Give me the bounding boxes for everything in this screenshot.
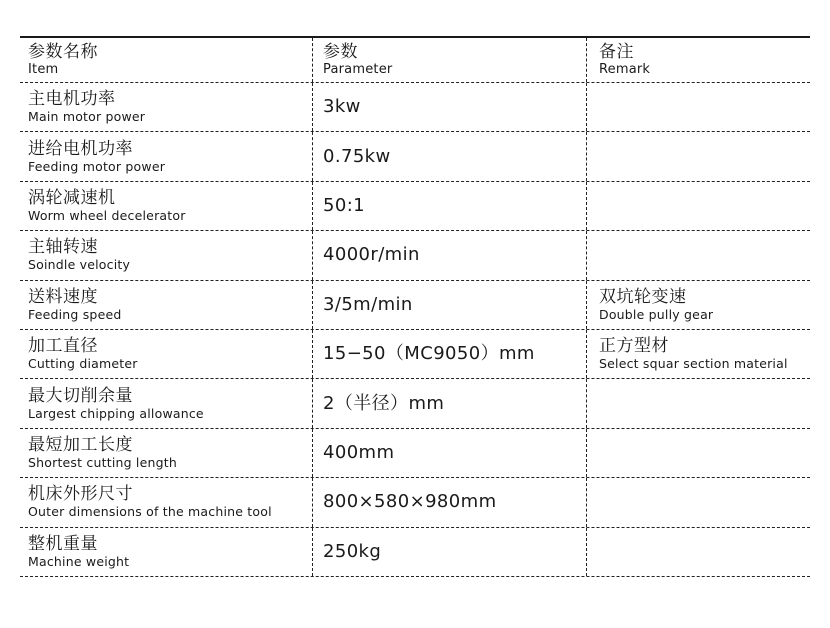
- parameter-value: 3/5m/min: [323, 293, 413, 315]
- spec-table: [20, 36, 810, 577]
- table-row: [20, 83, 810, 132]
- item-name-en: Feeding speed: [28, 306, 122, 322]
- item-name-en: Feeding motor power: [28, 158, 166, 174]
- item-cell: [20, 182, 312, 230]
- parameter-value: 400mm: [323, 441, 395, 463]
- item-name-en: Soindle velocity: [28, 257, 131, 273]
- table-row: [20, 429, 810, 478]
- remark-zh: 双坑轮变速: [599, 286, 687, 307]
- item-name-zh: 加工直径: [28, 336, 98, 357]
- item-cell: [20, 478, 312, 526]
- header-remark-zh: 备注: [599, 42, 634, 62]
- parameter-cell: [312, 132, 586, 180]
- parameter-value: 50:1: [323, 194, 366, 216]
- parameter-cell: [312, 83, 586, 131]
- parameter-cell: [312, 330, 586, 378]
- parameter-value: 0.75kw: [323, 145, 391, 167]
- table-row: [20, 330, 810, 379]
- parameter-cell: [312, 231, 586, 279]
- remark-cell: [586, 182, 810, 230]
- remark-cell: [586, 478, 810, 526]
- item-name-en: Machine weight: [28, 553, 130, 569]
- header-remark-cell: [586, 38, 810, 82]
- header-item-zh: 参数名称: [28, 42, 98, 62]
- remark-cell: [586, 281, 810, 329]
- item-name-en: Cutting diameter: [28, 356, 138, 372]
- item-cell: [20, 330, 312, 378]
- remark-en: Select squar section material: [599, 356, 788, 372]
- table-row: [20, 182, 810, 231]
- table-row: [20, 528, 810, 577]
- parameter-cell: [312, 281, 586, 329]
- item-cell: [20, 429, 312, 477]
- table-row: [20, 281, 810, 330]
- table-row: [20, 132, 810, 181]
- header-parameter-en: Parameter: [323, 62, 393, 77]
- parameter-value: 250kg: [323, 540, 382, 562]
- parameter-value: 3kw: [323, 96, 361, 118]
- remark-cell: [586, 132, 810, 180]
- item-cell: [20, 132, 312, 180]
- item-name-zh: 主轴转速: [28, 237, 98, 258]
- header-item-cell: [20, 38, 312, 82]
- parameter-value: 800×580×980mm: [323, 491, 497, 513]
- item-cell: [20, 281, 312, 329]
- item-name-zh: 最短加工长度: [28, 434, 133, 455]
- remark-en: Double pully gear: [599, 306, 714, 322]
- parameter-value: 15−50（MC9050）mm: [323, 343, 535, 365]
- remark-cell: [586, 379, 810, 427]
- remark-cell: [586, 528, 810, 576]
- remark-zh: 正方型材: [599, 336, 669, 357]
- item-name-zh: 涡轮减速机: [28, 187, 116, 208]
- remark-cell: [586, 330, 810, 378]
- item-cell: [20, 83, 312, 131]
- table-header-row: [20, 38, 810, 83]
- item-name-zh: 机床外形尺寸: [28, 484, 133, 505]
- header-parameter-zh: 参数: [323, 42, 358, 62]
- item-name-zh: 主电机功率: [28, 89, 116, 110]
- parameter-cell: [312, 429, 586, 477]
- item-name-en: Main motor power: [28, 109, 146, 125]
- item-name-en: Shortest cutting length: [28, 454, 177, 470]
- parameter-cell: [312, 182, 586, 230]
- parameter-cell: [312, 478, 586, 526]
- table-row: [20, 379, 810, 428]
- remark-cell: [586, 231, 810, 279]
- parameter-cell: [312, 379, 586, 427]
- item-cell: [20, 528, 312, 576]
- table-row: [20, 231, 810, 280]
- item-name-zh: 整机重量: [28, 533, 98, 554]
- header-remark-en: Remark: [599, 62, 651, 77]
- header-item-en: Item: [28, 62, 59, 77]
- item-name-en: Worm wheel decelerator: [28, 207, 186, 223]
- parameter-value: 2（半径）mm: [323, 392, 445, 414]
- table-row: [20, 478, 810, 527]
- parameter-cell: [312, 528, 586, 576]
- parameter-value: 4000r/min: [323, 244, 420, 266]
- item-name-zh: 进给电机功率: [28, 138, 133, 159]
- remark-cell: [586, 429, 810, 477]
- remark-cell: [586, 83, 810, 131]
- item-name-en: Largest chipping allowance: [28, 405, 204, 421]
- item-cell: [20, 231, 312, 279]
- item-cell: [20, 379, 312, 427]
- item-name-zh: 送料速度: [28, 286, 98, 307]
- item-name-zh: 最大切削余量: [28, 385, 133, 406]
- item-name-en: Outer dimensions of the machine tool: [28, 504, 272, 520]
- header-parameter-cell: [312, 38, 586, 82]
